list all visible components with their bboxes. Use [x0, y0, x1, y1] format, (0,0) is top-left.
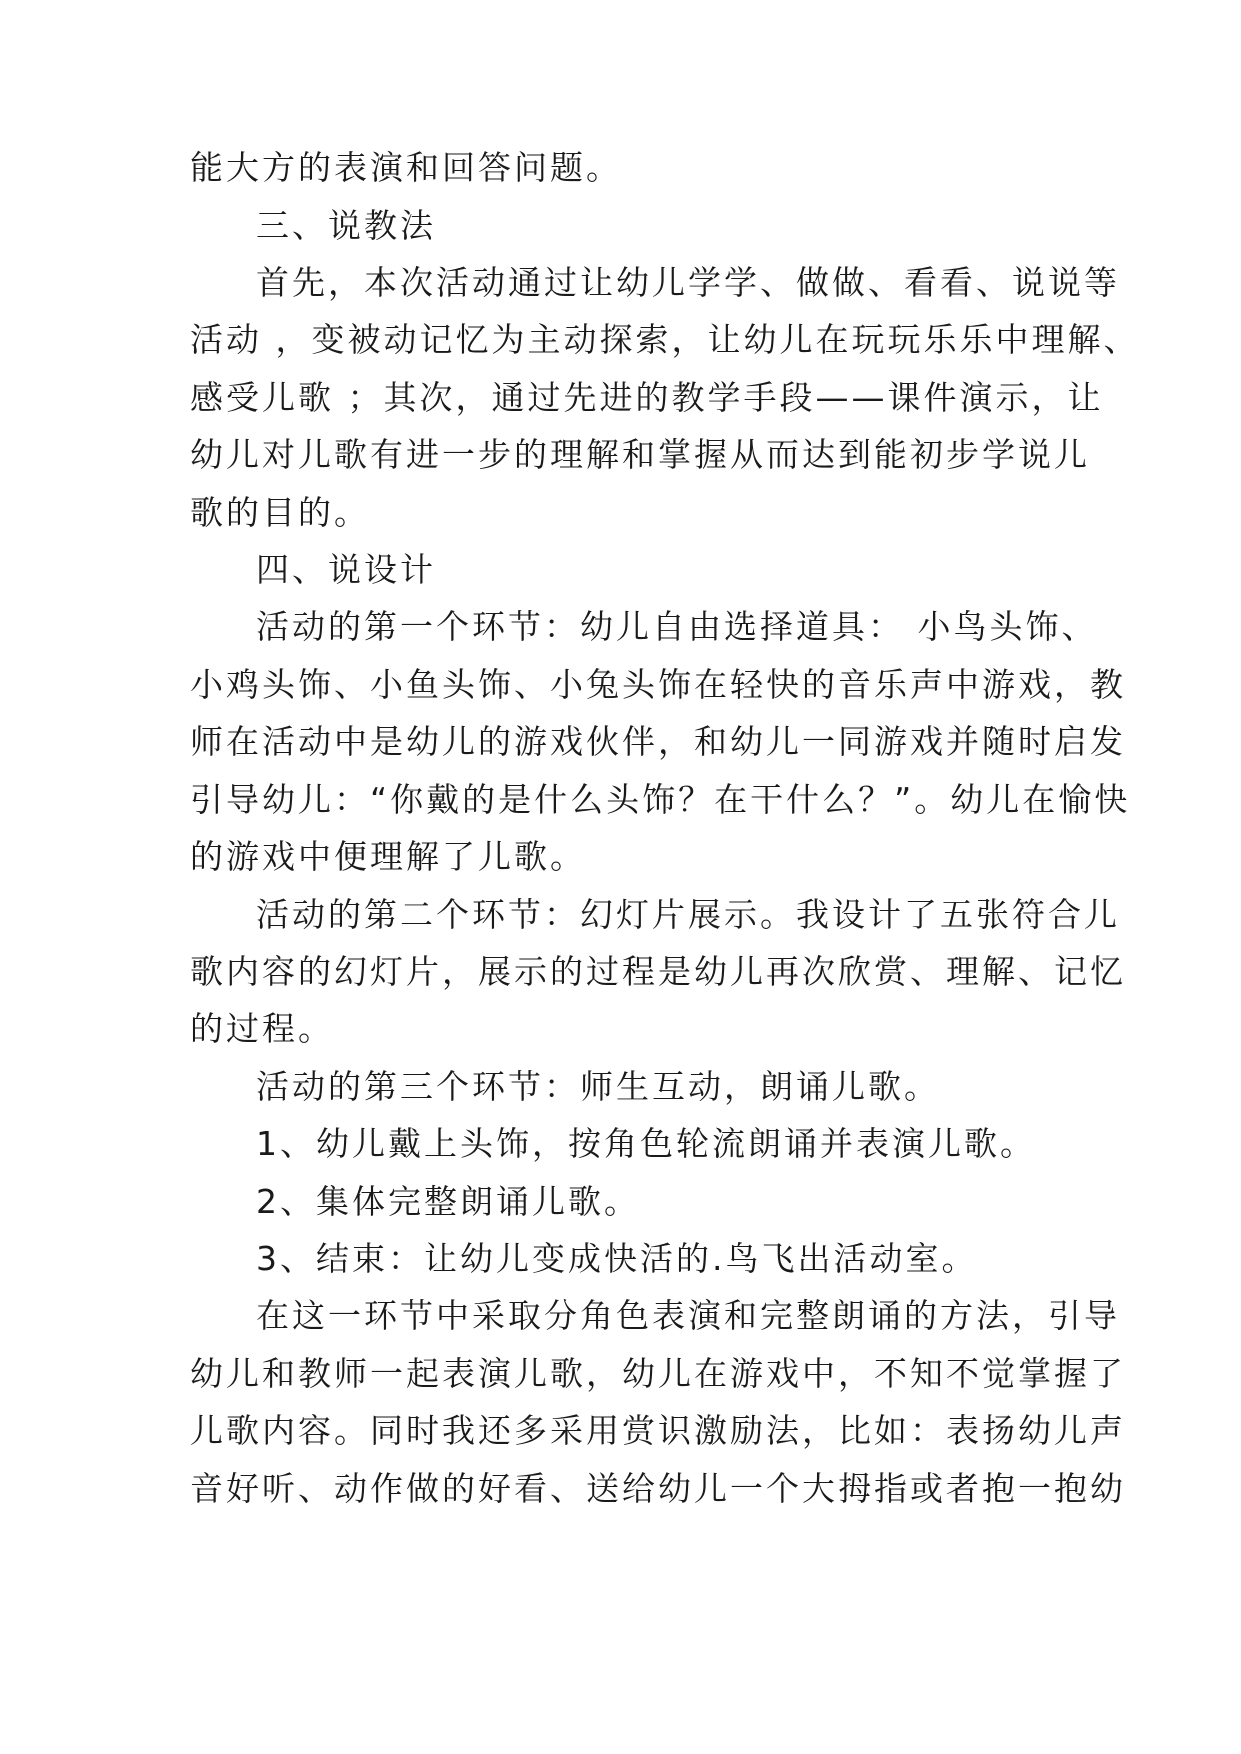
text-line: 感受儿歌 ；其次，通过先进的教学手段——课件演示，让 — [190, 378, 1104, 417]
list-item: 2、集体完整朗诵儿歌。 — [256, 1182, 640, 1221]
text-line: 幼儿对儿歌有进一步的理解和掌握从而达到能初步学说儿 — [190, 435, 1090, 474]
section-heading: 四、说设计 — [256, 550, 436, 589]
text-line: 首先，本次活动通过让幼儿学学、做做、看看、说说等 — [256, 263, 1120, 302]
text-line: 歌内容的幻灯片，展示的过程是幼儿再次欣赏、理解、记忆 — [190, 952, 1126, 991]
list-item: 3、结束：让幼儿变成快活的.鸟飞出活动室。 — [256, 1239, 978, 1278]
text-line: 的过程。 — [190, 1009, 334, 1048]
text-line: 活动的第一个环节：幼儿自由选择道具： 小鸟头饰、 — [256, 607, 1098, 646]
text-line: 活动的第二个环节：幻灯片展示。我设计了五张符合儿 — [256, 895, 1120, 934]
text-line: 引导幼儿：“你戴的是什么头饰？在干什么？”。幼儿在愉快 — [190, 780, 1131, 819]
text-line: 儿歌内容。同时我还多采用赏识激励法，比如：表扬幼儿声 — [190, 1411, 1126, 1450]
text-line: 幼儿和教师一起表演儿歌，幼儿在游戏中，不知不觉掌握了 — [190, 1354, 1126, 1393]
text-line: 活动的第三个环节：师生互动，朗诵儿歌。 — [256, 1067, 940, 1106]
section-heading: 三、说教法 — [256, 206, 436, 245]
text-line: 小鸡头饰、小鱼头饰、小兔头饰在轻快的音乐声中游戏，教 — [190, 665, 1126, 704]
text-line: 歌的目的。 — [190, 493, 370, 532]
text-line: 活动 ，变被动记忆为主动探索，让幼儿在玩玩乐乐中理解、 — [190, 320, 1140, 359]
text-line: 在这一环节中采取分角色表演和完整朗诵的方法，引导 — [256, 1296, 1120, 1335]
text-line: 师在活动中是幼儿的游戏伙伴，和幼儿一同游戏并随时启发 — [190, 722, 1126, 761]
text-line: 能大方的表演和回答问题。 — [190, 148, 622, 187]
list-item: 1、幼儿戴上头饰，按角色轮流朗诵并表演儿歌。 — [256, 1124, 1036, 1163]
text-line: 音好听、动作做的好看、送给幼儿一个大拇指或者抱一抱幼 — [190, 1469, 1126, 1508]
text-line: 的游戏中便理解了儿歌。 — [190, 837, 586, 876]
